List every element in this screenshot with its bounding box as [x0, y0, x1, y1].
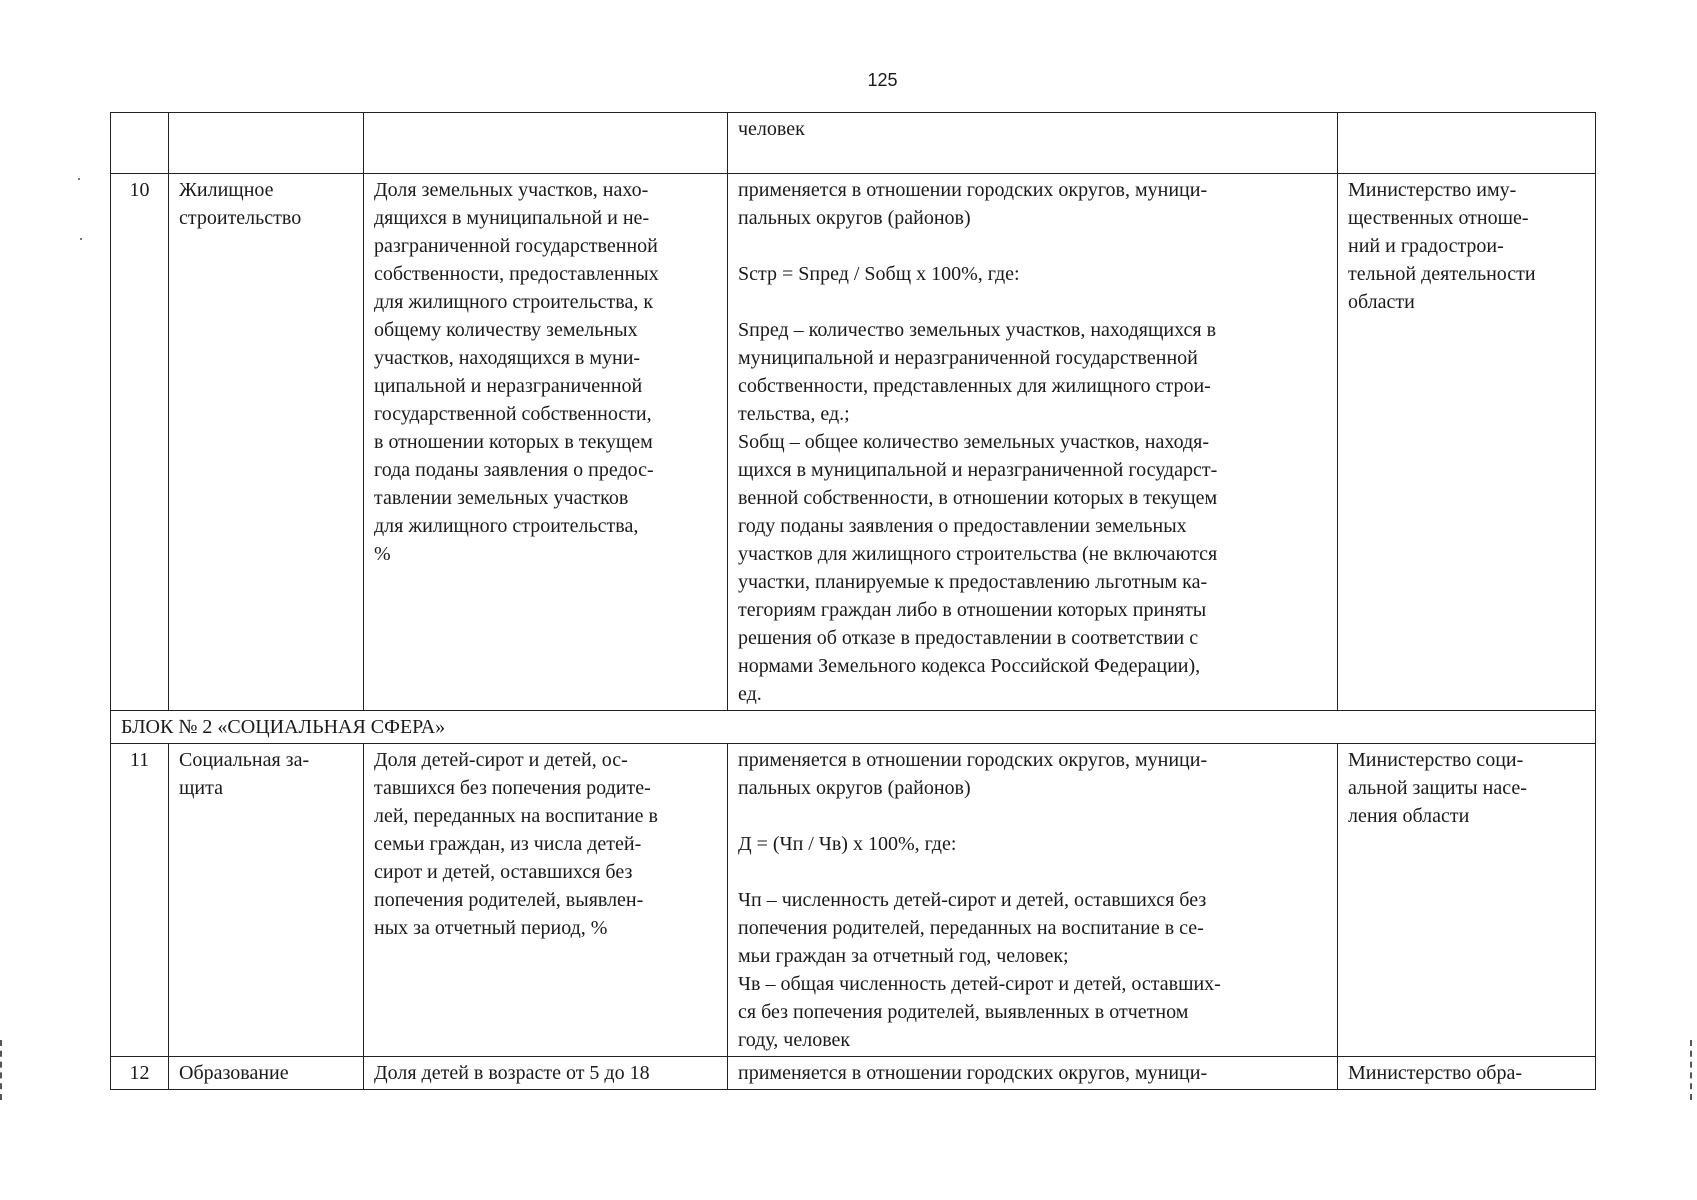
method-cell	[728, 744, 1338, 1057]
row-number: 10	[111, 174, 169, 711]
formula-tail-text: человек	[738, 118, 805, 140]
scope-text: применяется в отношении городских округов, муници- пальных округов (районов)	[738, 749, 1208, 799]
scan-edge-mark-left	[0, 1040, 5, 1100]
spacer	[738, 858, 1327, 886]
indicator-cell: Доля земельных участков, нахо- дящихся в муниципальной и не- разграниченной государственной собственности, предоставленных для жилищного строительства, к общему количеству земельных участков, находящихся в муни- ципальной и неразграниченной государственной собственности, в отношении которых в текущем года поданы заявления о предос- тавлении земельных участков для жилищного строительства, %	[364, 174, 728, 711]
table-row-continuation	[111, 113, 1596, 174]
row-number: 11	[111, 744, 169, 1057]
formula-text: Sстр = Sпред / Sобщ х 100%, где:	[738, 263, 1020, 285]
cell-sphere-empty	[169, 113, 364, 174]
responsible-cell: Министерство иму- щественных отноше- ний и градострои- тельной деятельности области	[1338, 174, 1596, 711]
spacer	[738, 288, 1327, 316]
spacer	[738, 232, 1327, 260]
cell-formula-continued	[728, 113, 1338, 174]
scan-speck	[78, 178, 80, 180]
block-title: БЛОК № 2 «СОЦИАЛЬНАЯ СФЕРА»	[111, 711, 1596, 744]
indicators-table	[110, 112, 1596, 1090]
scope-text: применяется в отношении городских округов, муници- пальных округов (районов)	[738, 179, 1208, 229]
spacer	[738, 802, 1327, 830]
table-row-10	[111, 174, 1596, 711]
formula-text: Д = (Чп / Чв) х 100%, где:	[738, 833, 957, 855]
page-number: 125	[867, 70, 898, 90]
indicator-cell: Доля детей в возрасте от 5 до 18	[364, 1057, 728, 1090]
sphere-cell: Образование	[169, 1057, 364, 1090]
cell-num-empty	[111, 113, 169, 174]
cell-responsible-empty	[1338, 113, 1596, 174]
definitions-text: Чп – численность детей-сирот и детей, оставшихся без попечения родителей, переданных на воспитание в се- мьи граждан за отчетный год, человек; Чв – общая численность детей-сирот и детей, оставших- ся без попечения родителей, выявленных в отчетном году, человек	[738, 889, 1221, 1051]
spacer	[738, 143, 1327, 171]
method-cell	[728, 174, 1338, 711]
sphere-cell: Социальная за- щита	[169, 744, 364, 1057]
scope-cell: применяется в отношении городских округов, муници-	[728, 1057, 1338, 1090]
responsible-cell: Министерство соци- альной защиты насе- ления области	[1338, 744, 1596, 1057]
sphere-cell: Жилищное строительство	[169, 174, 364, 711]
row-number: 12	[111, 1057, 169, 1090]
table-row-11	[111, 744, 1596, 1057]
scan-edge-mark-right	[1690, 1040, 1695, 1100]
scan-speck	[80, 238, 82, 240]
block-header-row	[111, 711, 1596, 744]
indicator-cell: Доля детей-сирот и детей, ос- тавшихся без попечения родите- лей, переданных на воспитание в семьи граждан, из числа детей- сирот и детей, оставшихся без попечения родителей, выявлен- ных за отчетный период, %	[364, 744, 728, 1057]
responsible-cell: Министерство обра-	[1338, 1057, 1596, 1090]
cell-indicator-empty	[364, 113, 728, 174]
table-row-12	[111, 1057, 1596, 1090]
definitions-text: Sпред – количество земельных участков, находящихся в муниципальной и неразграниченной государственной собственности, представленных для жилищного строи- тельства, ед.; Sобщ – общее количество земельных участков, находя- щихся в муниципальной и неразграниченной государст- венной собственности, в отношении которых в текущем году поданы заявления о предоставлении земельных участков для жилищного строительства (не включаются участки, планируемые к предоставлению льготным ка- тегориям граждан либо в отношении которых приняты решения об отказе в предоставлении в соответствии с нормами Земельного кодекса Российской Федерации), ед.	[738, 319, 1218, 705]
